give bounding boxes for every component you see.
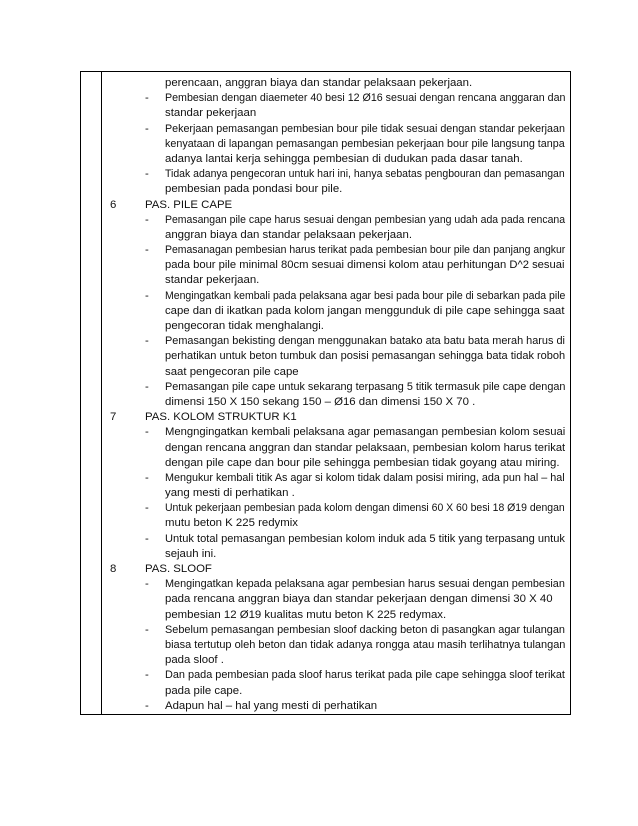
- list-item-line: [110, 425, 565, 440]
- list-item-line: [110, 547, 565, 562]
- bullet-dash: -: [145, 532, 149, 545]
- section-number: 6: [110, 198, 117, 211]
- bullet-dash: -: [145, 289, 149, 302]
- list-item-text: cape dan di ikatkan pada kolom jangan menggunduk di pile cape sehingga saat: [165, 304, 565, 317]
- list-item-line: [110, 106, 565, 121]
- bullet-dash: -: [145, 122, 149, 135]
- list-item-text: pembesian 12 Ø19 kualitas mutu beton K 225 redymax.: [165, 608, 447, 621]
- list-item-line: [110, 91, 565, 106]
- list-item-text: pengecoran tidak menghalangi.: [165, 320, 324, 332]
- section-heading: PAS. KOLOM STRUKTUR K1: [145, 411, 297, 424]
- list-item-line: [110, 456, 565, 471]
- list-item-line: [110, 592, 565, 607]
- list-item-line: [110, 395, 565, 410]
- list-item-text: Mengngingatkan kembali pelaksana agar pemasangan pembesian kolom sesuai: [165, 426, 566, 439]
- list-item-text: yang mesti di perhatikan .: [165, 487, 295, 500]
- list-item-text: standar pekerjaan.: [165, 274, 260, 287]
- list-item-line: [110, 137, 565, 152]
- bullet-dash: -: [145, 380, 149, 393]
- list-item-text: Untuk total pemasangan pembesian kolom induk ada 5 titik yang terpasang untuk: [165, 532, 565, 545]
- bullet-dash: -: [145, 335, 149, 348]
- list-item-line: [110, 182, 565, 197]
- bullet-dash: -: [145, 578, 149, 591]
- list-item-line: [110, 213, 565, 228]
- section-number: 7: [110, 411, 117, 424]
- list-item-text: perhatikan untuk beton tumbuk dan posisi pemasangan sehingga bata tidak roboh: [165, 350, 566, 363]
- list-item-text: saat pengecoran pile cape: [165, 365, 299, 378]
- list-item-text: Mengingatkan kembali pada pelaksana agar besi pada bour pile di sebarkan pada pile: [165, 289, 566, 302]
- list-item-text: mutu beton K 225 redymix: [165, 517, 298, 530]
- list-item-line: [110, 258, 565, 273]
- list-item-line: [110, 638, 565, 653]
- list-item-line: [110, 441, 565, 456]
- list-item-line: [110, 608, 565, 623]
- list-item-line: [110, 122, 565, 137]
- list-item-text: Mengingatkan kepada pelaksana agar pembesian harus sesuai dengan pembesian: [165, 578, 565, 591]
- list-item-text: biasa tertutup oleh beton dan tidak adanya rongga atau masih terlihatnya tulangan: [165, 638, 566, 651]
- list-item-text: Dan pada pembesian pada sloof harus terikat pada pile cape sehingga sloof terikat: [165, 669, 565, 682]
- list-item-line: [110, 243, 565, 258]
- list-item-text: pada bour pile minimal 80cm sesuai dimensi kolom atau perhitungan D^2 sesuai: [165, 259, 565, 272]
- list-item-line: [110, 167, 565, 182]
- list-item-text: pada rencana anggran biaya dan standar pekerjaan dengan dimensi 30 X 40: [165, 593, 553, 606]
- bullet-dash: -: [145, 471, 149, 484]
- section-heading-row: [110, 198, 565, 213]
- report-body: [110, 76, 565, 714]
- list-item-text: Pekerjaan pemasangan pembesian bour pile tidak sesuai dengan standar pekerjaan: [165, 122, 565, 135]
- bullet-dash: -: [145, 426, 149, 439]
- list-item-line: [110, 684, 565, 699]
- list-item-line: [110, 365, 565, 380]
- list-item-line: [110, 668, 565, 683]
- list-item-text: Pemasangan pile cape untuk sekarang terpasang 5 titik termasuk pile cape dengan: [165, 380, 566, 393]
- list-item-line: [110, 501, 565, 516]
- list-item-line: [110, 577, 565, 592]
- list-item-text: perencaan, anggran biaya dan standar pelaksaan pekerjaan.: [165, 77, 473, 89]
- bullet-dash: -: [145, 699, 149, 712]
- bullet-dash: -: [145, 669, 149, 682]
- list-item-text: Pemasanagan pembesian harus terikat pada pembesian bour pile dan panjang angkur: [165, 244, 566, 257]
- list-item-text: pada pile cape.: [165, 684, 243, 697]
- list-item-line: [110, 228, 565, 243]
- list-item-text: pembesian pada pondasi bour pile.: [165, 183, 343, 196]
- section-heading-row: [110, 410, 565, 425]
- list-item-line: [110, 349, 565, 364]
- bullet-dash: -: [145, 623, 149, 636]
- list-item-line: [110, 532, 565, 547]
- list-item-text: dengan rencana anggran dan standar pelaksaan, pembesian kolom harus terikat: [165, 441, 566, 454]
- list-item-line: [110, 289, 565, 304]
- list-item-text: standar pekerjaan: [165, 107, 257, 120]
- list-item-line: [110, 152, 565, 167]
- list-item-line: [110, 319, 565, 334]
- list-item-text: adanya lantai kerja sehingga pembesian di dudukan pada dasar tanah.: [165, 152, 523, 165]
- list-item-text: kenyataan di lapangan pemasangan pembesian pekerjaan bour pile langsung tanpa: [165, 137, 565, 150]
- list-item-text: Tidak adanya pengecoran untuk hari ini, hanya sebatas pengbouran dan pemasangan: [165, 168, 565, 181]
- list-item-text: Pembesian dengan diaemeter 40 besi 12 Ø16 sesuai dengan rencana anggaran dan: [165, 92, 566, 105]
- bullet-dash: -: [145, 213, 149, 226]
- list-item-text: dengan pile cape dan bour pile sehingga pembesian tidak goyang atau miring.: [165, 456, 560, 469]
- list-item-line: [110, 471, 565, 486]
- list-item-line: [110, 304, 565, 319]
- list-item-text: pada sloof .: [165, 654, 224, 667]
- bullet-dash: -: [145, 168, 149, 181]
- bullet-dash: -: [145, 502, 149, 515]
- list-item-line: [110, 334, 565, 349]
- list-item-text: Sebelum pemasangan pembesian sloof dacking beton di pasangkan agar tulangan: [165, 623, 565, 636]
- table-column-divider: [101, 71, 102, 715]
- list-item-text: Pemasangan bekisting dengan menggunakan batako ata batu bata merah harus di: [165, 335, 565, 348]
- list-item-line: [110, 76, 565, 91]
- list-item-line: [110, 380, 565, 395]
- list-item-line: [110, 516, 565, 531]
- list-item-line: [110, 653, 565, 668]
- list-item-text: anggran biaya dan standar pelaksaan pekerjaan.: [165, 228, 412, 241]
- section-number: 8: [110, 563, 117, 575]
- list-item-text: Untuk pekerjaan pembesian pada kolom dengan dimensi 60 X 60 besi 18 Ø19 dengan: [165, 502, 565, 515]
- list-item-line: [110, 486, 565, 501]
- list-item-line: [110, 273, 565, 288]
- list-item-text: dimensi 150 X 150 sekang 150 – Ø16 dan dimensi 150 X 70 .: [165, 395, 476, 408]
- list-item-line: [110, 623, 565, 638]
- section-heading: PAS. PILE CAPE: [145, 198, 233, 211]
- section-heading: PAS. SLOOF: [145, 563, 212, 575]
- list-item-line: [110, 699, 565, 714]
- list-item-text: Adapun hal – hal yang mesti di perhatikan: [165, 699, 378, 712]
- bullet-dash: -: [145, 244, 149, 257]
- list-item-text: sejauh ini.: [165, 547, 217, 560]
- list-item-text: Pemasangan pile cape harus sesuai dengan pembesian yang udah ada pada rencana: [165, 213, 566, 226]
- bullet-dash: -: [145, 92, 149, 105]
- list-item-text: Mengukur kembali titik As agar si kolom tidak dalam posisi miring, ada pun hal – hal: [165, 471, 565, 484]
- section-heading-row: [110, 562, 565, 577]
